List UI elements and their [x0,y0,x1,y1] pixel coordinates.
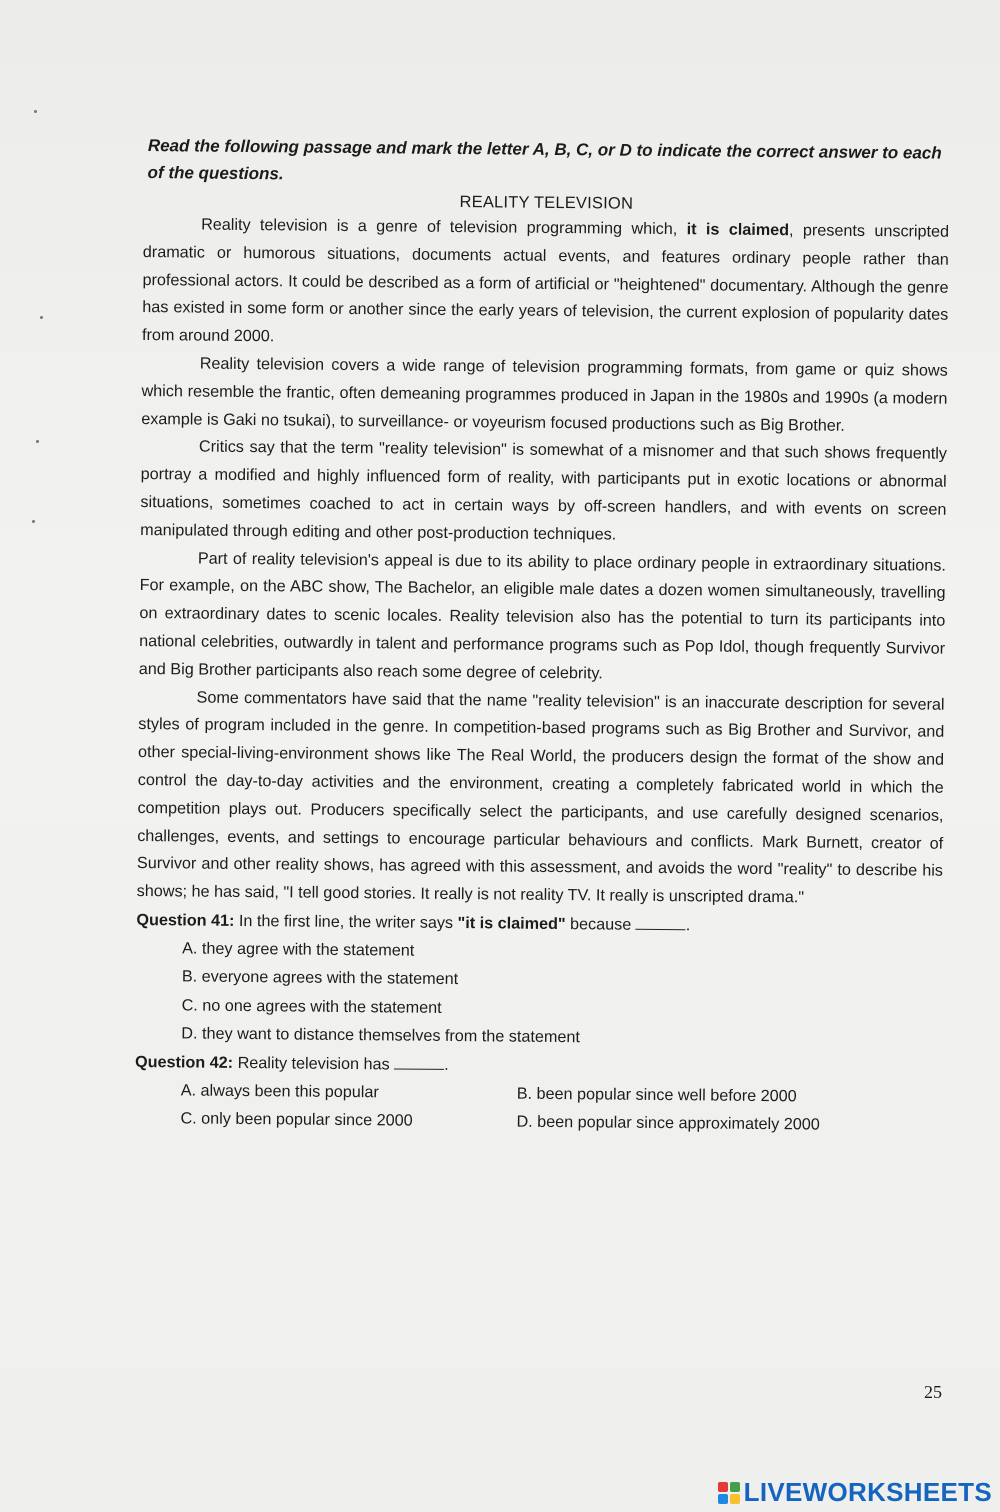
option-41-b[interactable]: B. everyone agrees with the statement [181,967,459,989]
p1-text-start: Reality television is a genre of television programming which, [201,215,687,239]
question-41-quote: "it is claimed" [457,913,566,934]
liveworksheets-wordmark: LIVEWORKSHEETS [743,1477,992,1507]
answer-blank-41[interactable] [636,915,686,930]
scan-speck [34,110,37,113]
p1-emphasis: it is claimed [686,220,790,240]
scan-speck [40,316,43,319]
option-41-a[interactable]: A. they agree with the statement [182,939,415,960]
passage-paragraph-1 [142,211,949,358]
option-42-d[interactable]: D. been popular since approximately 2000 [516,1113,820,1134]
instruction-text: Read the following passage and mark the letter A, B, C, or D to indicate the correct answer to each of the questions. [147,136,942,184]
scan-speck [36,440,39,443]
option-42-b[interactable]: B. been popular since well before 2000 [516,1084,797,1106]
question-41-period: . [685,916,691,935]
question-42-label: Question 42: [134,1052,234,1072]
page-number: 25 [924,1382,942,1402]
question-42-stem: Reality television has [233,1053,390,1074]
option-42-c[interactable]: C. only been popular since 2000 [180,1109,413,1131]
passage-paragraph-2: Reality television covers a wide range of television programming formats, from game or quiz shows which resemble the frantic, often demeaning programmes produced in Japan in the 1980s and 1990s (a modern example is Gaki no tsukai), to surveillance- or voyeurism focused productions such as Big Brother. [141,354,948,435]
option-41-c[interactable]: C. no one agrees with the statement [181,996,442,1017]
scan-speck [32,520,35,523]
passage-paragraph-4: Part of reality television's appeal is due to its ability to place ordinary people in extraordinary situations. For example, on the ABC show, The Bachelor, an eligible male dates a dozen women simultaneously, travelling on extraordinary dates to scenic locales. Reality television also has the potential to turn its participants into national celebrities, outwardly in talent and performance programs such as Pop Idol, though frequently Survivor and Big Brother participants also reach some degree of celebrity. [138,549,946,683]
option-41-d[interactable]: D. they want to distance themselves from the statement [181,1024,580,1047]
p1-text-end: , presents unscripted dramatic or humorous situations, documents actual events, and features ordinary people rather than professional actors. It could be described as a form of artificial or "heightened" documentary. Although the genre has existed in some form or another since the early years of television, the current explosion of popularity dates from around 2000. [141,221,950,346]
document-content [134,132,950,1141]
question-41-stem-end: because [565,915,632,934]
option-42-a[interactable]: A. always been this popular [180,1081,379,1102]
passage-title: REALITY TELEVISION [459,193,634,213]
passage-paragraph-3: Critics say that the term "reality television" is somewhat of a misnomer and that such shows frequently portray a modified and highly influenced form of reality, with participants put in exotic locations or abnormal situations, sometimes coached to act in certain ways by off-screen handlers, and with events on screen manipulated through editing and other post-production techniques. [140,437,948,544]
question-42-period: . [444,1055,449,1074]
answer-blank-42[interactable] [394,1054,444,1069]
liveworksheets-logo[interactable] [718,1477,992,1508]
liveworksheets-icon [718,1482,740,1504]
passage-paragraph-5: Some commentators have said that the name "reality television" is an inaccurate description for several styles of program included in the genre. In competition-based programs such as Big Brother and Survivor, and other special-living-environment shows like The Real World, the producers design the format of the show and control the day-to-day activities and the environment, creating a completely fabricated world in which the competition plays out. Producers specifically select the participants, and use carefully designed scenarios, challenges, events, and settings to encourage particular behaviours and conflicts. Mark Burnett, creator of Survivor and other reality shows, has agreed with this assessment, and avoids the word "reality" to describe his shows; he has said, "I tell good stories. It really is not reality TV. It really is unscripted drama." [136,688,945,907]
question-41-label: Question 41: [136,910,235,930]
question-41-stem-start: In the first line, the writer says [234,911,458,932]
